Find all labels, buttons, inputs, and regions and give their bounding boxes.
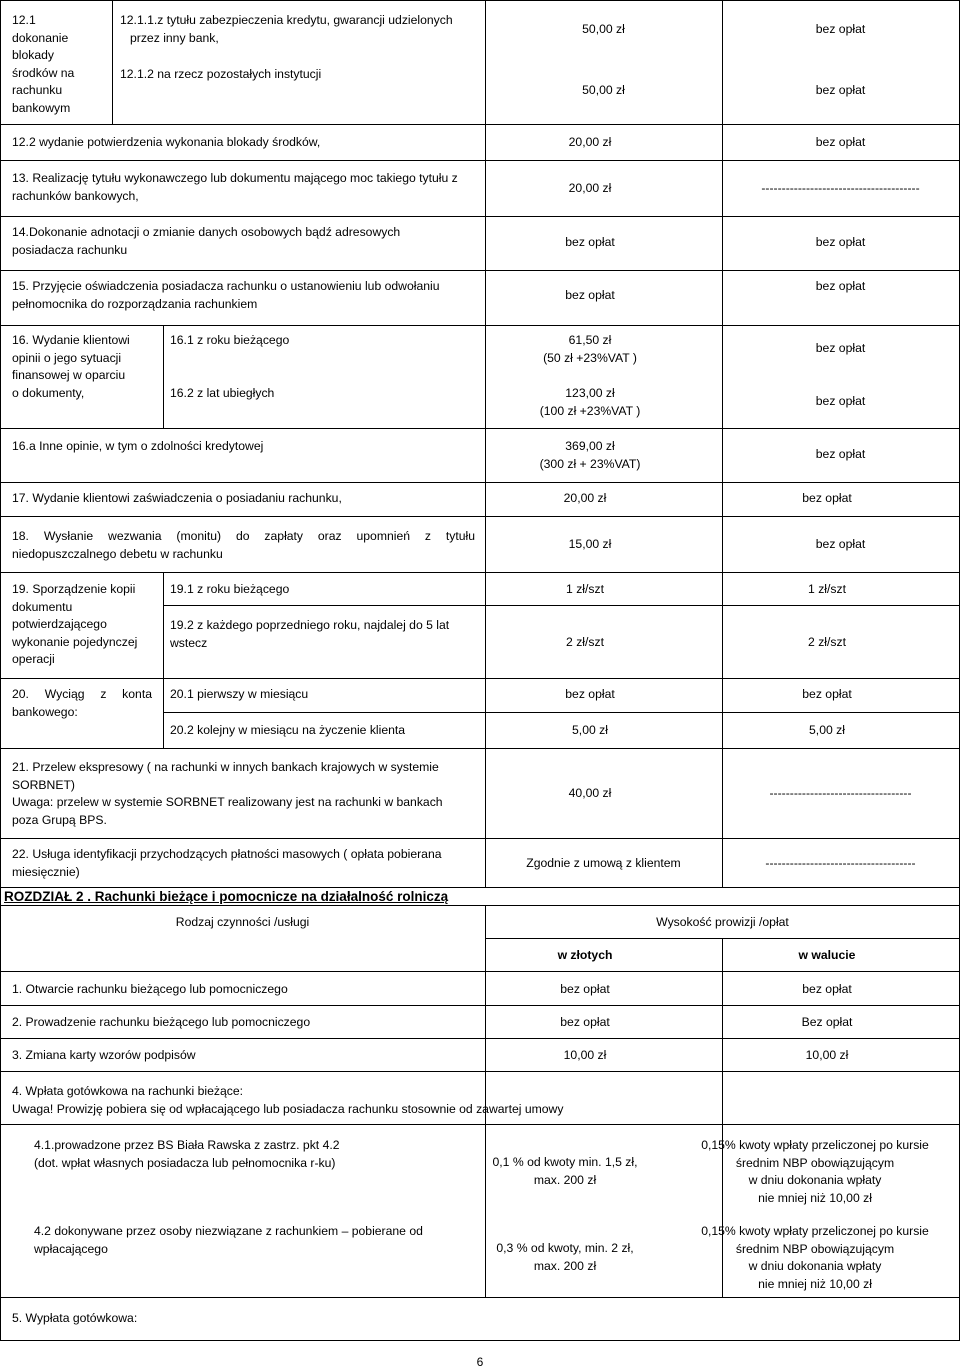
row-19-label: 19. Sporządzenie kopii dokumentu potwierdzającego wykonanie pojedynczej operacji <box>12 582 138 666</box>
fee-pln: 20,00 zł <box>568 135 612 149</box>
border-line <box>0 1340 960 1341</box>
fee-currency: bez opłat <box>815 279 866 293</box>
fee-pln: 5,00 zł <box>572 723 608 737</box>
fee-currency: bez opłat <box>802 687 852 701</box>
border-line <box>0 838 960 839</box>
sec2-row-3-text: 3. Zmiana karty wzorów podpisów <box>12 1048 196 1062</box>
section-title: ROZDZIAŁ 2 . Rachunki bieżące i pomocnicze na działalność rolniczą <box>4 889 449 904</box>
sec2-row-1-text: 1. Otwarcie rachunku bieżącego lub pomocniczego <box>12 982 288 996</box>
fee-pln: bez opłat <box>565 235 615 249</box>
row-16a-text: 16.a Inne opinie, w tym o zdolności kredytowej <box>12 439 264 453</box>
row-20-2-text: 20.2 kolejny w miesiącu na życzenie klienta <box>170 723 406 737</box>
fee-currency: 10,00 zł <box>805 1048 849 1062</box>
border-line <box>0 124 960 125</box>
fee-currency: 1 zł/szt <box>808 582 846 596</box>
column-header-service: Rodzaj czynności /usługi <box>175 915 310 929</box>
row-18-text: 18. Wysłanie wezwania (monitu) do zapłaty oraz upomnień z tytułu niedopuszczalnego debetu w rachunku <box>12 529 475 561</box>
border-line <box>0 748 960 749</box>
fee-pln: 369,00 zł (300 zł + 23%VAT) <box>539 439 641 471</box>
border-line <box>0 1005 960 1006</box>
border-line <box>0 572 960 573</box>
fee-pln: 10,00 zł <box>563 1048 607 1062</box>
fee-pln: 20,00 zł <box>568 181 612 195</box>
fee-currency: bez opłat <box>815 135 866 149</box>
row-16-2-text: 16.2 z lat ubiegłych <box>170 386 275 400</box>
border-line <box>163 325 164 428</box>
border-line <box>0 1071 960 1072</box>
border-line <box>0 160 960 161</box>
row-19-2-text: 19.2 z każdego poprzedniego roku, najdalej do 5 lat wstecz <box>170 618 450 650</box>
sec2-row-4-2-text: 4.2 dokonywane przez osoby niezwiązane z rachunkiem – pobierane od wpłacającego <box>34 1224 423 1256</box>
fee-pln: 61,50 zł (50 zł +23%VAT ) <box>543 333 637 365</box>
fee-currency: ------------------------------------- <box>765 856 916 870</box>
fee-currency: bez opłat <box>815 537 866 551</box>
row-16-1-text: 16.1 z roku bieżącego <box>170 333 290 347</box>
border-line <box>0 1124 960 1125</box>
fee-pln: bez opłat <box>560 1015 610 1029</box>
row-20-1-text: 20.1 pierwszy w miesiącu <box>170 687 309 701</box>
fee-currency: bez opłat <box>815 341 866 355</box>
fee-pln: 2 zł/szt <box>566 635 604 649</box>
border-line <box>0 1038 960 1039</box>
fee-pln: 50,00 zł <box>582 22 625 36</box>
fee-pln: 40,00 zł <box>568 786 612 800</box>
fee-pln: 1 zł/szt <box>566 582 604 596</box>
row-16-label: 16. Wydanie klientowi opinii o jego sytuacji finansowej w oparciu o dokumenty, <box>12 333 130 400</box>
fee-pln: 15,00 zł <box>568 537 612 551</box>
column-header-currency: w walucie <box>798 948 856 962</box>
fee-currency: 0,15% kwoty wpłaty przeliczonej po kursie średnim NBP obowiązującym w dniu dokonania wpłaty nie mniej niż 10,00 zł <box>701 1224 929 1291</box>
fee-pln: 50,00 zł <box>582 83 625 97</box>
border-line <box>0 216 960 217</box>
fee-pln: Zgodnie z umową z klientem <box>526 856 681 870</box>
fee-pln: 0,1 % od kwoty min. 1,5 zł, max. 200 zł <box>492 1155 638 1187</box>
border-line <box>163 572 164 748</box>
column-header-pln: w złotych <box>557 948 613 962</box>
fee-pln: 123,00 zł (100 zł +23%VAT ) <box>539 386 641 418</box>
sec2-row-2-text: 2. Prowadzenie rachunku bieżącego lub pomocniczego <box>12 1015 311 1029</box>
border-line <box>0 0 1 1340</box>
border-line <box>0 325 960 326</box>
row-20-label: 20. Wyciąg z konta bankowego: <box>12 687 152 719</box>
fee-currency: --------------------------------------- <box>761 181 920 195</box>
fee-pln: 20,00 zł <box>563 491 607 505</box>
border-line <box>0 428 960 429</box>
fee-currency: 0,15% kwoty wpłaty przeliczonej po kursie średnim NBP obowiązującym w dniu dokonania wpłaty nie mniej niż 10,00 zł <box>701 1138 929 1205</box>
row-12-1-label: 12.1 dokonanie blokady środków na rachunku bankowym <box>12 13 75 115</box>
fee-currency: ----------------------------------- <box>769 786 912 800</box>
row-21-text: 21. Przelew ekspresowy ( na rachunki w innych bankach krajowych w systemie SORBNET) Uwaga: przelew w systemie SORBNET realizowany jest na rachunki w bankach poza Grupą BPS. <box>12 760 443 827</box>
row-12-1-1-text: 12.1.1.z tytułu zabezpieczenia kredytu, gwarancji udzielonych przez inny bank, <box>120 13 453 45</box>
fee-currency: 2 zł/szt <box>808 635 846 649</box>
column-header-fee: Wysokość prowizji /opłat <box>656 915 789 929</box>
border-line <box>163 605 960 606</box>
fee-pln: bez opłat <box>560 982 610 996</box>
border-line <box>0 482 960 483</box>
border-line <box>163 712 960 713</box>
row-19-1-text: 19.1 z roku bieżącego <box>170 582 290 596</box>
page-number: 6 <box>476 1355 484 1369</box>
fee-pln: bez opłat <box>565 687 615 701</box>
row-13-text: 13. Realizację tytułu wykonawczego lub dokumentu mającego moc takiego tytułu z rachunków bankowych, <box>12 171 458 203</box>
fee-currency: bez opłat <box>815 447 866 461</box>
border-line <box>0 971 960 972</box>
row-12-1-2-text: 12.1.2 na rzecz pozostałych instytucji <box>120 67 322 81</box>
row-15-text: 15. Przyjęcie oświadczenia posiadacza rachunku o ustanowieniu lub odwołaniu pełnomocnika do rozporządzania rachunkiem <box>12 279 440 311</box>
row-14-text: 14.Dokonanie adnotacji o zmianie danych osobowych bądź adresowych posiadacza rachunku <box>12 225 401 257</box>
border-line <box>0 0 960 1</box>
fee-currency: bez opłat <box>815 235 866 249</box>
fee-currency: 5,00 zł <box>809 723 845 737</box>
border-line <box>0 270 960 271</box>
border-line <box>0 678 960 679</box>
fee-currency: bez opłat <box>815 83 866 97</box>
sec2-row-5-text: 5. Wypłata gotówkowa: <box>12 1311 138 1325</box>
fee-currency: bez opłat <box>802 982 852 996</box>
border-line <box>112 0 113 124</box>
fee-pln: bez opłat <box>565 288 615 302</box>
row-17-text: 17. Wydanie klientowi zaświadczenia o posiadaniu rachunku, <box>12 491 342 505</box>
fee-currency: bez opłat <box>802 491 852 505</box>
row-12-2-text: 12.2 wydanie potwierdzenia wykonania blokady środków, <box>12 135 321 149</box>
fee-currency: bez opłat <box>815 22 866 36</box>
border-line <box>0 1297 960 1298</box>
border-line <box>0 516 960 517</box>
fee-pln: 0,3 % od kwoty, min. 2 zł, max. 200 zł <box>496 1241 634 1273</box>
fee-currency: bez opłat <box>815 394 866 408</box>
fee-currency: Bez opłat <box>801 1015 853 1029</box>
sec2-row-4-1-text: 4.1.prowadzone przez BS Biała Rawska z zastrz. pkt 4.2 (dot. wpłat własnych posiadacza lub pełnomocnika r-ku) <box>34 1138 340 1170</box>
sec2-row-4-text: 4. Wpłata gotówkowa na rachunki bieżące: Uwaga! Prowizję pobiera się od wpłacającego lub posiadacza rachunku stosownie od zawartej umowy <box>12 1084 564 1116</box>
row-22-text: 22. Usługa identyfikacji przychodzących płatności masowych ( opłata pobierana miesięcznie) <box>12 847 442 879</box>
